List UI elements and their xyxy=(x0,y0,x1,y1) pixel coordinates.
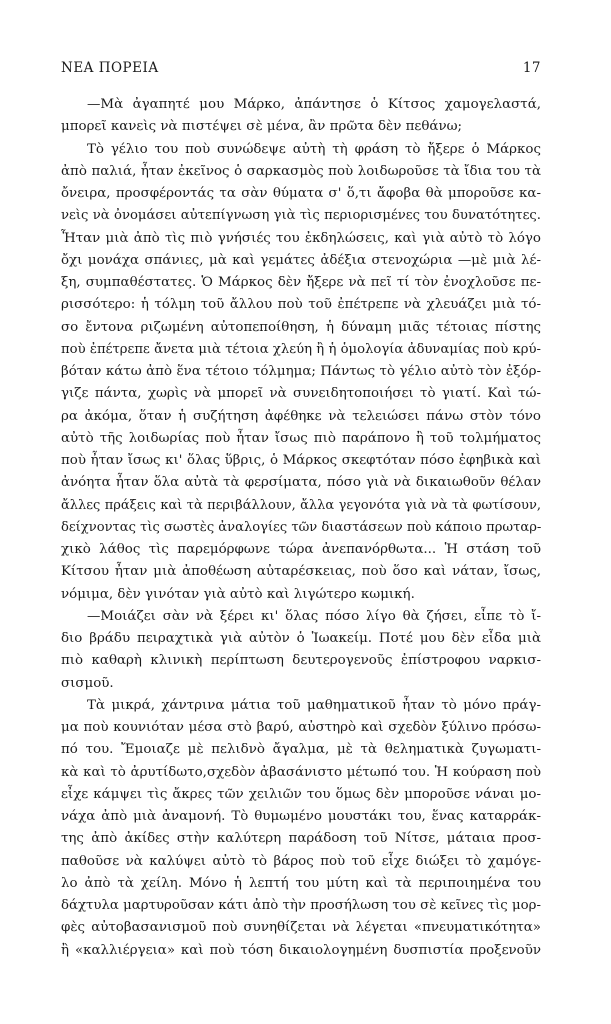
text-line: νεὶς νὰ ὀνομάσει αὐτεπίγνωση γιὰ τὶς περιορισμένες του δυνατότητες. xyxy=(61,208,541,224)
text-line: ρα ἀκόμα, ὅταν ἡ συζήτηση ἀφέθηκε νὰ τελειώσει πάνω στὸν τόνο xyxy=(61,408,541,424)
text-line: πό του. Ἔμοιαζε μὲ πελιδνὸ ἄγαλμα, μὲ τὰ θεληματικὰ ζυγωματι- xyxy=(61,742,541,758)
text-line: δάχτυλα μαρτυροῦσαν κάτι ἀπὸ τὴν προσήλωση του σὲ κεῖνες τὶς μορ- xyxy=(61,898,541,913)
text-line: ἀπὸ παλιά, ἦταν ἐκεῖνος ὁ σαρκασμὸς ποὺ λοιδωροῦσε τὰ ἴδια του τὰ xyxy=(61,163,541,179)
text-line: —Μὰ ἀγαπητέ μου Μάρκο, ἀπάντησε ὁ Κίτσος χαμογελαστά, xyxy=(87,97,541,112)
text-line: σο ἔντονα ριζωμένη αὐτοπεποίθηση, ἡ δύναμη μιᾶς τέτοιας πίστης xyxy=(61,319,541,335)
text-line: δείχνοντας τὶς σωστὲς ἀναλογίες τῶν διαστάσεων ποὺ κάποιο πρωταρ- xyxy=(61,519,541,535)
text-line: λο ἀπὸ τὰ χείλη. Μόνο ἡ λεπτή του μύτη καὶ τὰ περιποιημένα του xyxy=(61,875,541,891)
text-line: ὄνειρα, προσφέροντάς τα σὰν θύματα σ' ὅ,τι ἄφοβα θὰ μποροῦσε κα- xyxy=(61,186,541,201)
text-line: διο βράδυ πειραχτικὰ γιὰ αὐτὸν ὁ Ἰωακείμ. Ποτέ μου δὲν εἶδα μιὰ xyxy=(61,631,541,646)
text-line: ἀνόητα ἦταν ὅλα αὐτὰ τὰ φερσίματα, πόσο γιὰ νὰ δικαιωθοῦν θέλαν xyxy=(61,475,541,491)
text-line: Ἦταν μιὰ ἀπὸ τὶς πιὸ γνήσιές του ἐκδηλώσεις, καὶ γιὰ αὐτὸ τὸ λόγο xyxy=(61,230,541,246)
text-line: ξη, συμπαθέστατες. Ὁ Μάρκος δὲν ἤξερε νὰ πεῖ τί τὸν ἐνοχλοῦσε πε- xyxy=(61,275,541,290)
text-line: ρισσότερο: ἡ τόλμη τοῦ ἄλλου ποὺ τοῦ ἐπέτρεπε νὰ χλευάζει μιὰ τό- xyxy=(61,297,541,313)
text-line: γιζε πάντα, χωρὶς νὰ μπορεῖ νὰ συνειδητοποιήσει τὸ γιατί. Καὶ τώ- xyxy=(61,386,541,402)
text-line: μα ποὺ κουνιόταν μέσα στὸ βαρύ, αὐστηρὸ καὶ σχεδὸν ξύλινο πρόσω- xyxy=(61,720,541,735)
text-line: εἶχε κάμψει τὶς ἄκρες τῶν χειλιῶν του ὅμως δὲν μποροῦσε νάναι μο- xyxy=(61,786,541,802)
text-line: κὰ καὶ τὸ ἀρυτίδωτο,σχεδὸν ἀβασάνιστο μέτωπό του. Ἡ κούραση ποὺ xyxy=(61,764,541,780)
text-line: —Μοιάζει σὰν νὰ ξέρει κι' ὅλας πόσο λίγο θὰ ζήσει, εἶπε τὸ ἴ- xyxy=(87,608,541,624)
text-line: Τὰ μικρά, χάντρινα μάτια τοῦ μαθηματικοῦ ἦταν τὸ μόνο πράγ- xyxy=(87,697,541,713)
text-line: νόμιμα, δὲν γινόταν γιὰ αὐτὸ καὶ λιγώτερο κωμική. xyxy=(61,586,415,602)
running-title: ΝΕΑ ΠΟΡΕΙΑ xyxy=(61,60,159,76)
text-line: ἄλλες πράξεις καὶ τὰ περιβάλλουν, ἄλλα γεγονότα γιὰ νὰ τὰ φωτίσουν, xyxy=(61,497,541,513)
text-line: Κίτσου ἦταν μιὰ ἀποθέωση αὐταρέσκειας, ποὺ ὅσο καὶ νάταν, ἴσως, xyxy=(61,564,541,580)
text-line: βόταν κάτω ἀπὸ ἕνα τέτοιο τόλμημα; Πάντως τὸ γέλιο αὐτὸ τὸν ἐξόρ- xyxy=(61,364,541,379)
body-text xyxy=(61,94,541,962)
running-head xyxy=(61,60,541,76)
text-line: Τὸ γέλιο του ποὺ συνώδεψε αὐτὴ τὴ φράση τὸ ἤξερε ὁ Μάρκος xyxy=(87,141,541,157)
text-line: παθοῦσε νὰ καλύψει αὐτὸ τὸ βάρος ποὺ τοῦ εἶχε διώξει τὸ χαμόγε- xyxy=(61,853,541,869)
text-line: της ἀπὸ ἀκίδες στὴν καλύτερη παράδοση τοῦ Νίτσε, μάταια προσ- xyxy=(61,831,541,847)
page-number: 17 xyxy=(522,60,541,76)
text-line: μπορεῖ κανεὶς νὰ πιστέψει σὲ μένα, ἂν πρῶτα δὲν πεθάνω; xyxy=(61,119,463,135)
text-line: ὄχι μονάχα σπάνιες, μὰ καὶ γεμάτες ἀδέξια στενοχώρια —μὲ μιὰ λέ- xyxy=(61,252,541,268)
text-line: φὲς αὐτοβασανισμοῦ ποὺ συνηθίζεται νὰ λέγεται «πνευματικότητα» xyxy=(61,920,541,936)
text-line: ποὺ ἦταν ἴσως κι' ὅλας ὕβρις, ὁ Μάρκος σκεφτόταν πόσο ἐφηβικὰ καὶ xyxy=(61,453,541,468)
text-line: σισμοῦ. xyxy=(61,675,114,691)
text-line: χικὸ λάθος τὶς παρεμόρφωνε τώρα ἀνεπανόρθωτα... Ἡ στάση τοῦ xyxy=(61,542,541,557)
text-line: ἢ «καλλιέργεια» καὶ ποὺ τόση δικαιολογημένη δυσπιστία προξενοῦν xyxy=(61,942,541,958)
text-line: νάχα ἀπὸ μιὰ ἀναμονή. Τὸ θυμωμένο μουστάκι του, ἕνας καταρράκ- xyxy=(61,809,541,824)
text-line: αὐτὸ τῆς λοιδωρίας ποὺ ἦταν ἴσως πιὸ παράπονο ἢ τοῦ τολμήματος xyxy=(61,430,541,446)
text-line: πιὸ καθαρὴ κλινικὴ περίπτωση δευτερογενοῦς ἐπίστροφου ναρκισ- xyxy=(61,653,541,669)
text-line: ποὺ ἐπέτρεπε ἄνετα μιὰ τέτοια χλεύη ἢ ἡ ὁμολογία ἀδυναμίας ποὺ κρύ- xyxy=(61,341,541,357)
